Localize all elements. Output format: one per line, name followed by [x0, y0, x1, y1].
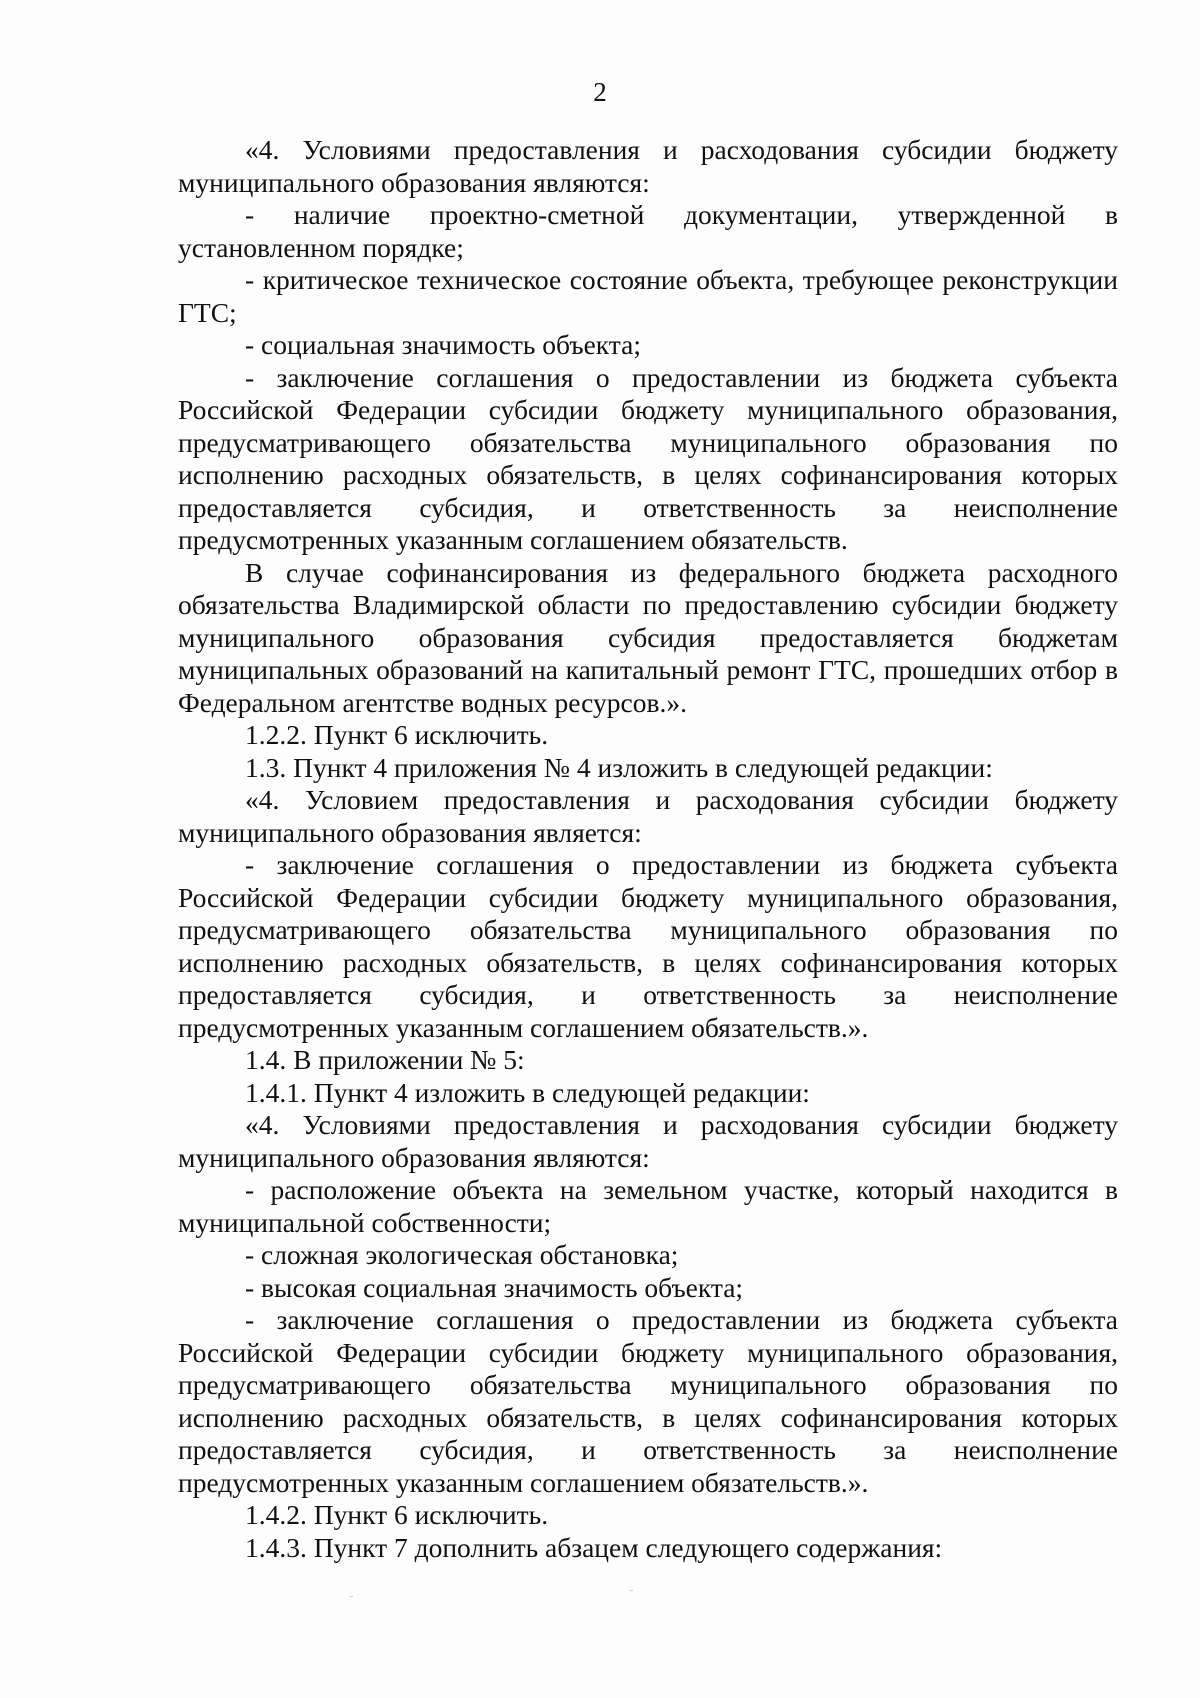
paragraph-land-plot: - расположение объекта на земельном участке, который находится в муниципальной собственности; — [178, 1174, 1118, 1238]
paragraph-agreement-app5: - заключение соглашения о предоставлении из бюджета субъекта Российской Федерации субсидии бюджету муниципального образования, предусматривающего обязательства муниципального образования по исполнению расходных обязательств, в целях софинансирования которых предоставляется субсидия, и ответственность за неисполнение предусмотренных указанным соглашением обязательств.». — [178, 1304, 1118, 1498]
paragraph-conditions-heading: «4. Условиями предоставления и расходования субсидии бюджету муниципального образования являются: — [178, 134, 1118, 198]
scan-speck — [350, 1596, 353, 1597]
paragraph-design-documentation: - наличие проектно-сметной документации, утвержденной в установленном порядке; — [178, 199, 1118, 263]
paragraph-critical-condition: - критическое техническое состояние объекта, требующее реконструкции ГТС; — [178, 264, 1118, 328]
paragraph-agreement-app4: - заключение соглашения о предоставлении из бюджета субъекта Российской Федерации субсидии бюджету муниципального образования, предусматривающего обязательства муниципального образования по исполнению расходных обязательств, в целях софинансирования которых предоставляется субсидия, и ответственность за неисполнение предусмотренных указанным соглашением обязательств.». — [178, 849, 1118, 1043]
paragraph-federal-cofinancing: В случае софинансирования из федерального бюджета расходного обязательства Владимирской области по предоставлению субсидии бюджету муниципального образования субсидия предоставляется бюджетам муниципальных образований на капитальный ремонт ГТС, прошедших отбор в Федеральном агентстве водных ресурсов.». — [178, 556, 1118, 718]
paragraph-1-4-1: 1.4.1. Пункт 4 изложить в следующей редакции: — [245, 1076, 810, 1108]
paragraph-condition-heading-app4: «4. Условием предоставления и расходования субсидии бюджету муниципального образования является: — [178, 784, 1118, 848]
scan-speck — [630, 1590, 633, 1591]
paragraph-ecological-situation: - сложная экологическая обстановка; — [245, 1239, 679, 1270]
paragraph-social-significance: - социальная значимость объекта; — [245, 329, 641, 360]
paragraph-1-4: 1.4. В приложении № 5: — [245, 1044, 525, 1075]
document-body — [178, 134, 1118, 1564]
paragraph-1-4-3: 1.4.3. Пункт 7 дополнить абзацем следующего содержания: — [245, 1531, 943, 1563]
paragraph-1-2-2: 1.2.2. Пункт 6 исключить. — [245, 719, 549, 750]
paragraph-1-4-2: 1.4.2. Пункт 6 исключить. — [245, 1499, 549, 1530]
paragraph-agreement: - заключение соглашения о предоставлении из бюджета субъекта Российской Федерации субсидии бюджету муниципального образования, предусматривающего обязательства муниципального образования по исполнению расходных обязательств, в целях софинансирования которых предоставляется субсидия, и ответственность за неисполнение предусмотренных указанным соглашением обязательств. — [178, 361, 1118, 555]
paragraph-high-social-significance: - высокая социальная значимость объекта; — [245, 1271, 744, 1303]
paragraph-conditions-heading-app5: «4. Условиями предоставления и расходования субсидии бюджету муниципального образования являются: — [178, 1109, 1118, 1173]
page-number: 2 — [593, 77, 607, 107]
paragraph-1-3: 1.3. Пункт 4 приложения № 4 изложить в следующей редакции: — [245, 751, 993, 783]
